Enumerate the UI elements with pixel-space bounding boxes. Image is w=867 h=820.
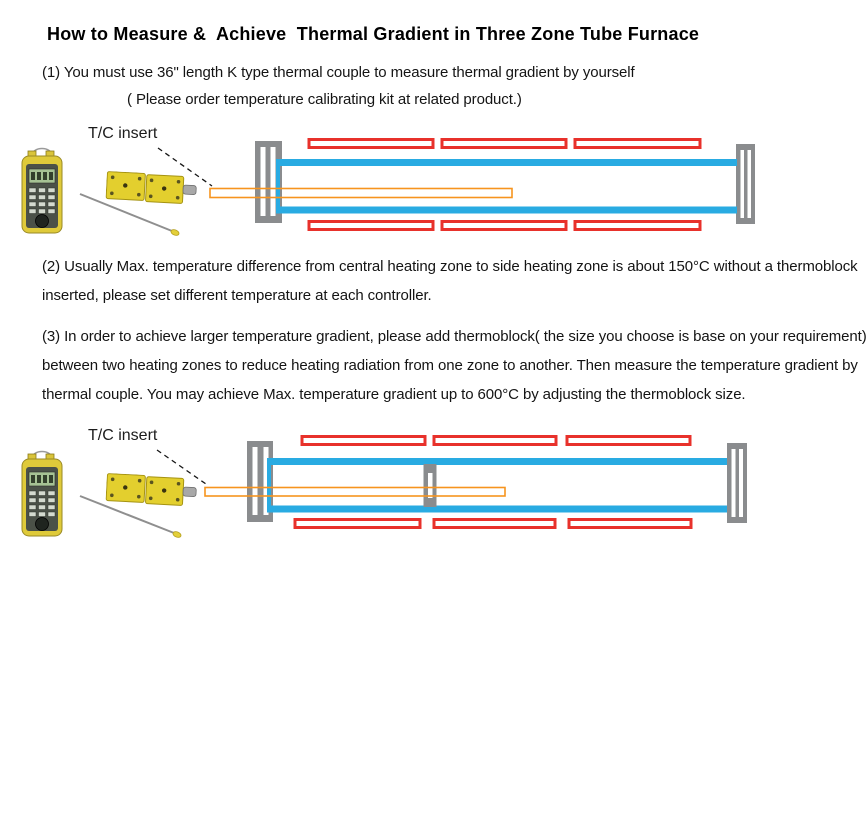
- step3-line3: thermal couple. You may achieve Max. temperature gradient up to 600°C by adjusting the thermoblock size.: [42, 386, 746, 403]
- heating-zone-right: [567, 437, 691, 528]
- k-type-connector-icon: [106, 474, 197, 507]
- k-type-connector-icon: [106, 172, 197, 205]
- heating-zone-center: [442, 140, 566, 230]
- diagram-2-furnace-with-thermoblock: [22, 437, 747, 539]
- thermoblock: [424, 464, 437, 507]
- heating-zone-left: [295, 437, 425, 528]
- right-flange: [727, 443, 747, 523]
- diagram-1-furnace-no-thermoblock: [22, 140, 755, 237]
- step1-line2: ( Please order temperature calibrating kit at related product.): [127, 91, 522, 108]
- step3-line2: between two heating zones to reduce heating radiation from one zone to another. Then measure the temperature gradient by: [42, 357, 858, 374]
- page-title: How to Measure & Achieve Thermal Gradient in Three Zone Tube Furnace: [47, 24, 700, 44]
- heating-zone-right: [575, 140, 700, 230]
- heating-zone-center: [434, 437, 556, 528]
- heating-zone-left: [309, 140, 433, 230]
- right-flange: [736, 144, 755, 224]
- furnace-tube: [267, 458, 727, 513]
- furnace-tube: [276, 159, 737, 214]
- step2-line2: inserted, please set different temperature at each controller.: [42, 287, 432, 304]
- step2-line1: (2) Usually Max. temperature difference from central heating zone to side heating zone is about 150°C without a thermoblock: [42, 258, 858, 275]
- thermometer-meter-icon: [22, 452, 62, 537]
- tc-insert-label-1: T/C insert: [88, 125, 158, 142]
- thermometer-meter-icon: [22, 149, 62, 234]
- step1-line1: (1) You must use 36" length K type thermal couple to measure thermal gradient by yourself: [42, 64, 635, 81]
- tc-insert-label-2: T/C insert: [88, 427, 158, 444]
- step3-line1: (3) In order to achieve larger temperature gradient, please add thermoblock( the size you choose is base on your requirement): [42, 328, 867, 345]
